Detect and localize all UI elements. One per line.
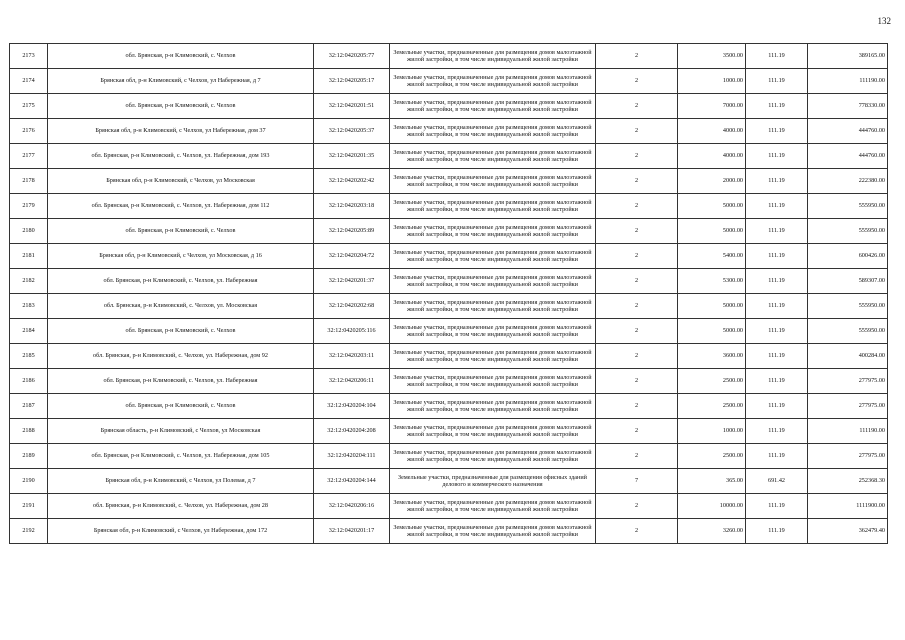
specific-value-cell: 111.19 [746, 344, 808, 369]
area-cell: 1000.00 [678, 69, 746, 94]
category-cell: 2 [596, 344, 678, 369]
row-number: 2187 [10, 394, 48, 419]
area-cell: 5400.00 [678, 244, 746, 269]
cadastral-value-cell: 277975.00 [808, 444, 888, 469]
area-cell: 5300.00 [678, 269, 746, 294]
cadastral-number-cell: 32:12:0420201:35 [314, 144, 390, 169]
category-cell: 2 [596, 94, 678, 119]
land-use-cell: Земельные участки, предназначенные для размещения домов малоэтажной жилой застройки, в том числе индивидуальной жилой застройки [390, 69, 596, 94]
cadastral-value-cell: 600426.00 [808, 244, 888, 269]
specific-value-cell: 111.19 [746, 119, 808, 144]
cadastral-number-cell: 32:12:0420205:89 [314, 219, 390, 244]
cadastral-number-cell: 32:12:0420205:116 [314, 319, 390, 344]
land-use-cell: Земельные участки, предназначенные для размещения домов малоэтажной жилой застройки, в том числе индивидуальной жилой застройки [390, 219, 596, 244]
area-cell: 5000.00 [678, 294, 746, 319]
cadastral-value-cell: 444760.00 [808, 144, 888, 169]
land-use-cell: Земельные участки, предназначенные для размещения домов малоэтажной жилой застройки, в том числе индивидуальной жилой застройки [390, 494, 596, 519]
land-use-cell: Земельные участки, предназначенные для размещения домов малоэтажной жилой застройки, в том числе индивидуальной жилой застройки [390, 369, 596, 394]
category-cell: 7 [596, 469, 678, 494]
land-use-cell: Земельные участки, предназначенные для размещения домов малоэтажной жилой застройки, в том числе индивидуальной жилой застройки [390, 194, 596, 219]
row-number: 2183 [10, 294, 48, 319]
table-row [10, 319, 888, 344]
table-row [10, 194, 888, 219]
cadastral-number-cell: 32:12:0420203:11 [314, 344, 390, 369]
cadastral-value-cell: 389165.00 [808, 44, 888, 69]
table-row [10, 469, 888, 494]
address-cell: обл. Брянская, р-н Климовский, с. Челхов [48, 319, 314, 344]
address-cell: обл. Брянская, р-н Климовский, с. Челхов, ул. Набережная [48, 269, 314, 294]
address-cell: обл. Брянская, р-н Климовский, с. Челхов [48, 394, 314, 419]
table-row [10, 419, 888, 444]
category-cell: 2 [596, 119, 678, 144]
row-number: 2189 [10, 444, 48, 469]
table-row [10, 244, 888, 269]
cadastral-number-cell: 32:12:0420206:16 [314, 494, 390, 519]
specific-value-cell: 111.19 [746, 369, 808, 394]
address-cell: обл. Брянская, р-н Климовский, с. Челхов, ул. Набережная, дом 105 [48, 444, 314, 469]
category-cell: 2 [596, 69, 678, 94]
cadastral-value-cell: 400284.00 [808, 344, 888, 369]
cadastral-value-cell: 362479.40 [808, 519, 888, 544]
table-row [10, 394, 888, 419]
address-cell: обл. Брянская, р-н Климовский, с. Челхов, ул. Набережная, дом 28 [48, 494, 314, 519]
area-cell: 2500.00 [678, 394, 746, 419]
address-cell: обл. Брянская, р-н Климовский, с. Челхов [48, 219, 314, 244]
row-number: 2184 [10, 319, 48, 344]
specific-value-cell: 111.19 [746, 144, 808, 169]
cadastral-number-cell: 32:12:0420204:72 [314, 244, 390, 269]
table-row [10, 119, 888, 144]
address-cell: Брянская область, р-н Климовский, с Челхов, ул Московская [48, 419, 314, 444]
specific-value-cell: 111.19 [746, 419, 808, 444]
cadastral-value-cell: 277975.00 [808, 369, 888, 394]
cadastral-value-cell: 111190.00 [808, 69, 888, 94]
address-cell: обл. Брянская, р-н Климовский, с. Челхов [48, 94, 314, 119]
address-cell: обл. Брянская, р-н Климовский, с. Челхов, ул. Набережная [48, 369, 314, 394]
category-cell: 2 [596, 44, 678, 69]
cadastral-value-cell: 555950.00 [808, 319, 888, 344]
specific-value-cell: 111.19 [746, 69, 808, 94]
area-cell: 10000.00 [678, 494, 746, 519]
row-number: 2191 [10, 494, 48, 519]
area-cell: 365.00 [678, 469, 746, 494]
specific-value-cell: 111.19 [746, 444, 808, 469]
cadastral-value-cell: 555950.00 [808, 219, 888, 244]
table-row [10, 169, 888, 194]
category-cell: 2 [596, 219, 678, 244]
table-row [10, 444, 888, 469]
address-cell: Брянская обл, р-н Климовский, с Челхов, ул Московская, д 16 [48, 244, 314, 269]
cadastral-value-cell: 555950.00 [808, 294, 888, 319]
row-number: 2181 [10, 244, 48, 269]
address-cell: Брянская обл, р-н Климовский, с Челхов, ул Набережная, дом 37 [48, 119, 314, 144]
specific-value-cell: 111.19 [746, 169, 808, 194]
specific-value-cell: 111.19 [746, 269, 808, 294]
row-number: 2192 [10, 519, 48, 544]
specific-value-cell: 111.19 [746, 519, 808, 544]
cadastral-number-cell: 32:12:0420205:77 [314, 44, 390, 69]
cadastral-value-cell: 1111900.00 [808, 494, 888, 519]
area-cell: 4000.00 [678, 144, 746, 169]
row-number: 2190 [10, 469, 48, 494]
address-cell: Брянская обл, р-н Климовский, с Челхов, ул Набережная, д 7 [48, 69, 314, 94]
area-cell: 7000.00 [678, 94, 746, 119]
category-cell: 2 [596, 169, 678, 194]
cadastral-value-cell: 277975.00 [808, 394, 888, 419]
table-row [10, 94, 888, 119]
land-use-cell: Земельные участки, предназначенные для размещения домов малоэтажной жилой застройки, в том числе индивидуальной жилой застройки [390, 294, 596, 319]
category-cell: 2 [596, 394, 678, 419]
land-use-cell: Земельные участки, предназначенные для размещения домов малоэтажной жилой застройки, в том числе индивидуальной жилой застройки [390, 94, 596, 119]
land-use-cell: Земельные участки, предназначенные для размещения домов малоэтажной жилой застройки, в том числе индивидуальной жилой застройки [390, 244, 596, 269]
category-cell: 2 [596, 144, 678, 169]
row-number: 2186 [10, 369, 48, 394]
address-cell: Брянская обл, р-н Климовский, с Челхов, ул Московская [48, 169, 314, 194]
cadastral-value-cell: 444760.00 [808, 119, 888, 144]
specific-value-cell: 111.19 [746, 94, 808, 119]
address-cell: обл. Брянская, р-н Климовский, с. Челхов, ул. Набережная, дом 193 [48, 144, 314, 169]
category-cell: 2 [596, 494, 678, 519]
area-cell: 5000.00 [678, 194, 746, 219]
cadastral-number-cell: 32:12:0420201:17 [314, 519, 390, 544]
table-row [10, 344, 888, 369]
cadastral-number-cell: 32:12:0420204:104 [314, 394, 390, 419]
table-row [10, 219, 888, 244]
land-use-cell: Земельные участки, предназначенные для размещения домов малоэтажной жилой застройки, в том числе индивидуальной жилой застройки [390, 394, 596, 419]
cadastral-number-cell: 32:12:0420204:208 [314, 419, 390, 444]
cadastral-number-cell: 32:12:0420206:11 [314, 369, 390, 394]
cadastral-value-cell: 555950.00 [808, 194, 888, 219]
cadastral-value-cell: 252368.30 [808, 469, 888, 494]
area-cell: 3600.00 [678, 344, 746, 369]
row-number: 2188 [10, 419, 48, 444]
row-number: 2173 [10, 44, 48, 69]
area-cell: 2500.00 [678, 369, 746, 394]
table-row [10, 294, 888, 319]
table-row [10, 269, 888, 294]
land-use-cell: Земельные участки, предназначенные для размещения домов малоэтажной жилой застройки, в том числе индивидуальной жилой застройки [390, 119, 596, 144]
cadastral-number-cell: 32:12:0420202:42 [314, 169, 390, 194]
table-body [10, 44, 888, 544]
row-number: 2182 [10, 269, 48, 294]
row-number: 2176 [10, 119, 48, 144]
address-cell: обл. Брянская, р-н Климовский, с. Челхов, ул. Московская [48, 294, 314, 319]
cadastral-number-cell: 32:12:0420205:37 [314, 119, 390, 144]
land-use-cell: Земельные участки, предназначенные для размещения домов малоэтажной жилой застройки, в том числе индивидуальной жилой застройки [390, 169, 596, 194]
cadastral-value-cell: 778330.00 [808, 94, 888, 119]
category-cell: 2 [596, 294, 678, 319]
address-cell: Брянская обл, р-н Климовский, с Челхов, ул Набережная, дом 172 [48, 519, 314, 544]
address-cell: обл. Брянская, р-н Климовский, с. Челхов, ул. Набережная, дом 112 [48, 194, 314, 219]
cadastral-value-cell: 589307.00 [808, 269, 888, 294]
row-number: 2180 [10, 219, 48, 244]
land-use-cell: Земельные участки, предназначенные для размещения домов малоэтажной жилой застройки, в том числе индивидуальной жилой застройки [390, 419, 596, 444]
category-cell: 2 [596, 519, 678, 544]
row-number: 2178 [10, 169, 48, 194]
area-cell: 1000.00 [678, 419, 746, 444]
page-number: 132 [877, 16, 891, 26]
address-cell: Брянская обл, р-н Климовский, с Челхов, ул Полевая, д 7 [48, 469, 314, 494]
specific-value-cell: 111.19 [746, 294, 808, 319]
address-cell: обл. Брянская, р-н Климовский, с. Челхов [48, 44, 314, 69]
land-use-cell: Земельные участки, предназначенные для размещения домов малоэтажной жилой застройки, в том числе индивидуальной жилой застройки [390, 144, 596, 169]
row-number: 2185 [10, 344, 48, 369]
table-row [10, 369, 888, 394]
row-number: 2177 [10, 144, 48, 169]
category-cell: 2 [596, 269, 678, 294]
area-cell: 2000.00 [678, 169, 746, 194]
category-cell: 2 [596, 444, 678, 469]
specific-value-cell: 111.19 [746, 394, 808, 419]
area-cell: 5000.00 [678, 319, 746, 344]
area-cell: 4000.00 [678, 119, 746, 144]
specific-value-cell: 111.19 [746, 194, 808, 219]
category-cell: 2 [596, 419, 678, 444]
land-use-cell: Земельные участки, предназначенные для размещения домов малоэтажной жилой застройки, в том числе индивидуальной жилой застройки [390, 269, 596, 294]
table-row [10, 144, 888, 169]
area-cell: 2500.00 [678, 444, 746, 469]
cadastral-number-cell: 32:12:0420201:37 [314, 269, 390, 294]
row-number: 2179 [10, 194, 48, 219]
row-number: 2175 [10, 94, 48, 119]
category-cell: 2 [596, 369, 678, 394]
cadastral-number-cell: 32:12:0420203:18 [314, 194, 390, 219]
area-cell: 5000.00 [678, 219, 746, 244]
land-use-cell: Земельные участки, предназначенные для размещения домов малоэтажной жилой застройки, в том числе индивидуальной жилой застройки [390, 444, 596, 469]
land-use-cell: Земельные участки, предназначенные для размещения домов малоэтажной жилой застройки, в том числе индивидуальной жилой застройки [390, 344, 596, 369]
cadastral-number-cell: 32:12:0420202:68 [314, 294, 390, 319]
land-use-cell: Земельные участки, предназначенные для размещения домов малоэтажной жилой застройки, в том числе индивидуальной жилой застройки [390, 319, 596, 344]
specific-value-cell: 111.19 [746, 244, 808, 269]
specific-value-cell: 111.19 [746, 319, 808, 344]
cadastral-number-cell: 32:12:0420205:17 [314, 69, 390, 94]
specific-value-cell: 111.19 [746, 44, 808, 69]
table-row [10, 494, 888, 519]
address-cell: обл. Брянская, р-н Климовский, с. Челхов, ул. Набережная, дом 92 [48, 344, 314, 369]
table-row [10, 44, 888, 69]
cadastral-value-table [9, 43, 888, 544]
specific-value-cell: 691.42 [746, 469, 808, 494]
table-row [10, 519, 888, 544]
land-use-cell: Земельные участки, предназначенные для размещения домов малоэтажной жилой застройки, в том числе индивидуальной жилой застройки [390, 44, 596, 69]
area-cell: 3500.00 [678, 44, 746, 69]
specific-value-cell: 111.19 [746, 219, 808, 244]
land-use-cell: Земельные участки, предназначенные для размещения домов малоэтажной жилой застройки, в том числе индивидуальной жилой застройки [390, 519, 596, 544]
category-cell: 2 [596, 194, 678, 219]
cadastral-value-cell: 222380.00 [808, 169, 888, 194]
area-cell: 3260.00 [678, 519, 746, 544]
row-number: 2174 [10, 69, 48, 94]
cadastral-number-cell: 32:12:0420204:111 [314, 444, 390, 469]
cadastral-value-cell: 111190.00 [808, 419, 888, 444]
category-cell: 2 [596, 319, 678, 344]
cadastral-number-cell: 32:12:0420204:144 [314, 469, 390, 494]
cadastral-number-cell: 32:12:0420201:51 [314, 94, 390, 119]
specific-value-cell: 111.19 [746, 494, 808, 519]
land-use-cell: Земельные участки, предназначенные для размещения офисных зданий делового и коммерческого назначения [390, 469, 596, 494]
category-cell: 2 [596, 244, 678, 269]
table-row [10, 69, 888, 94]
